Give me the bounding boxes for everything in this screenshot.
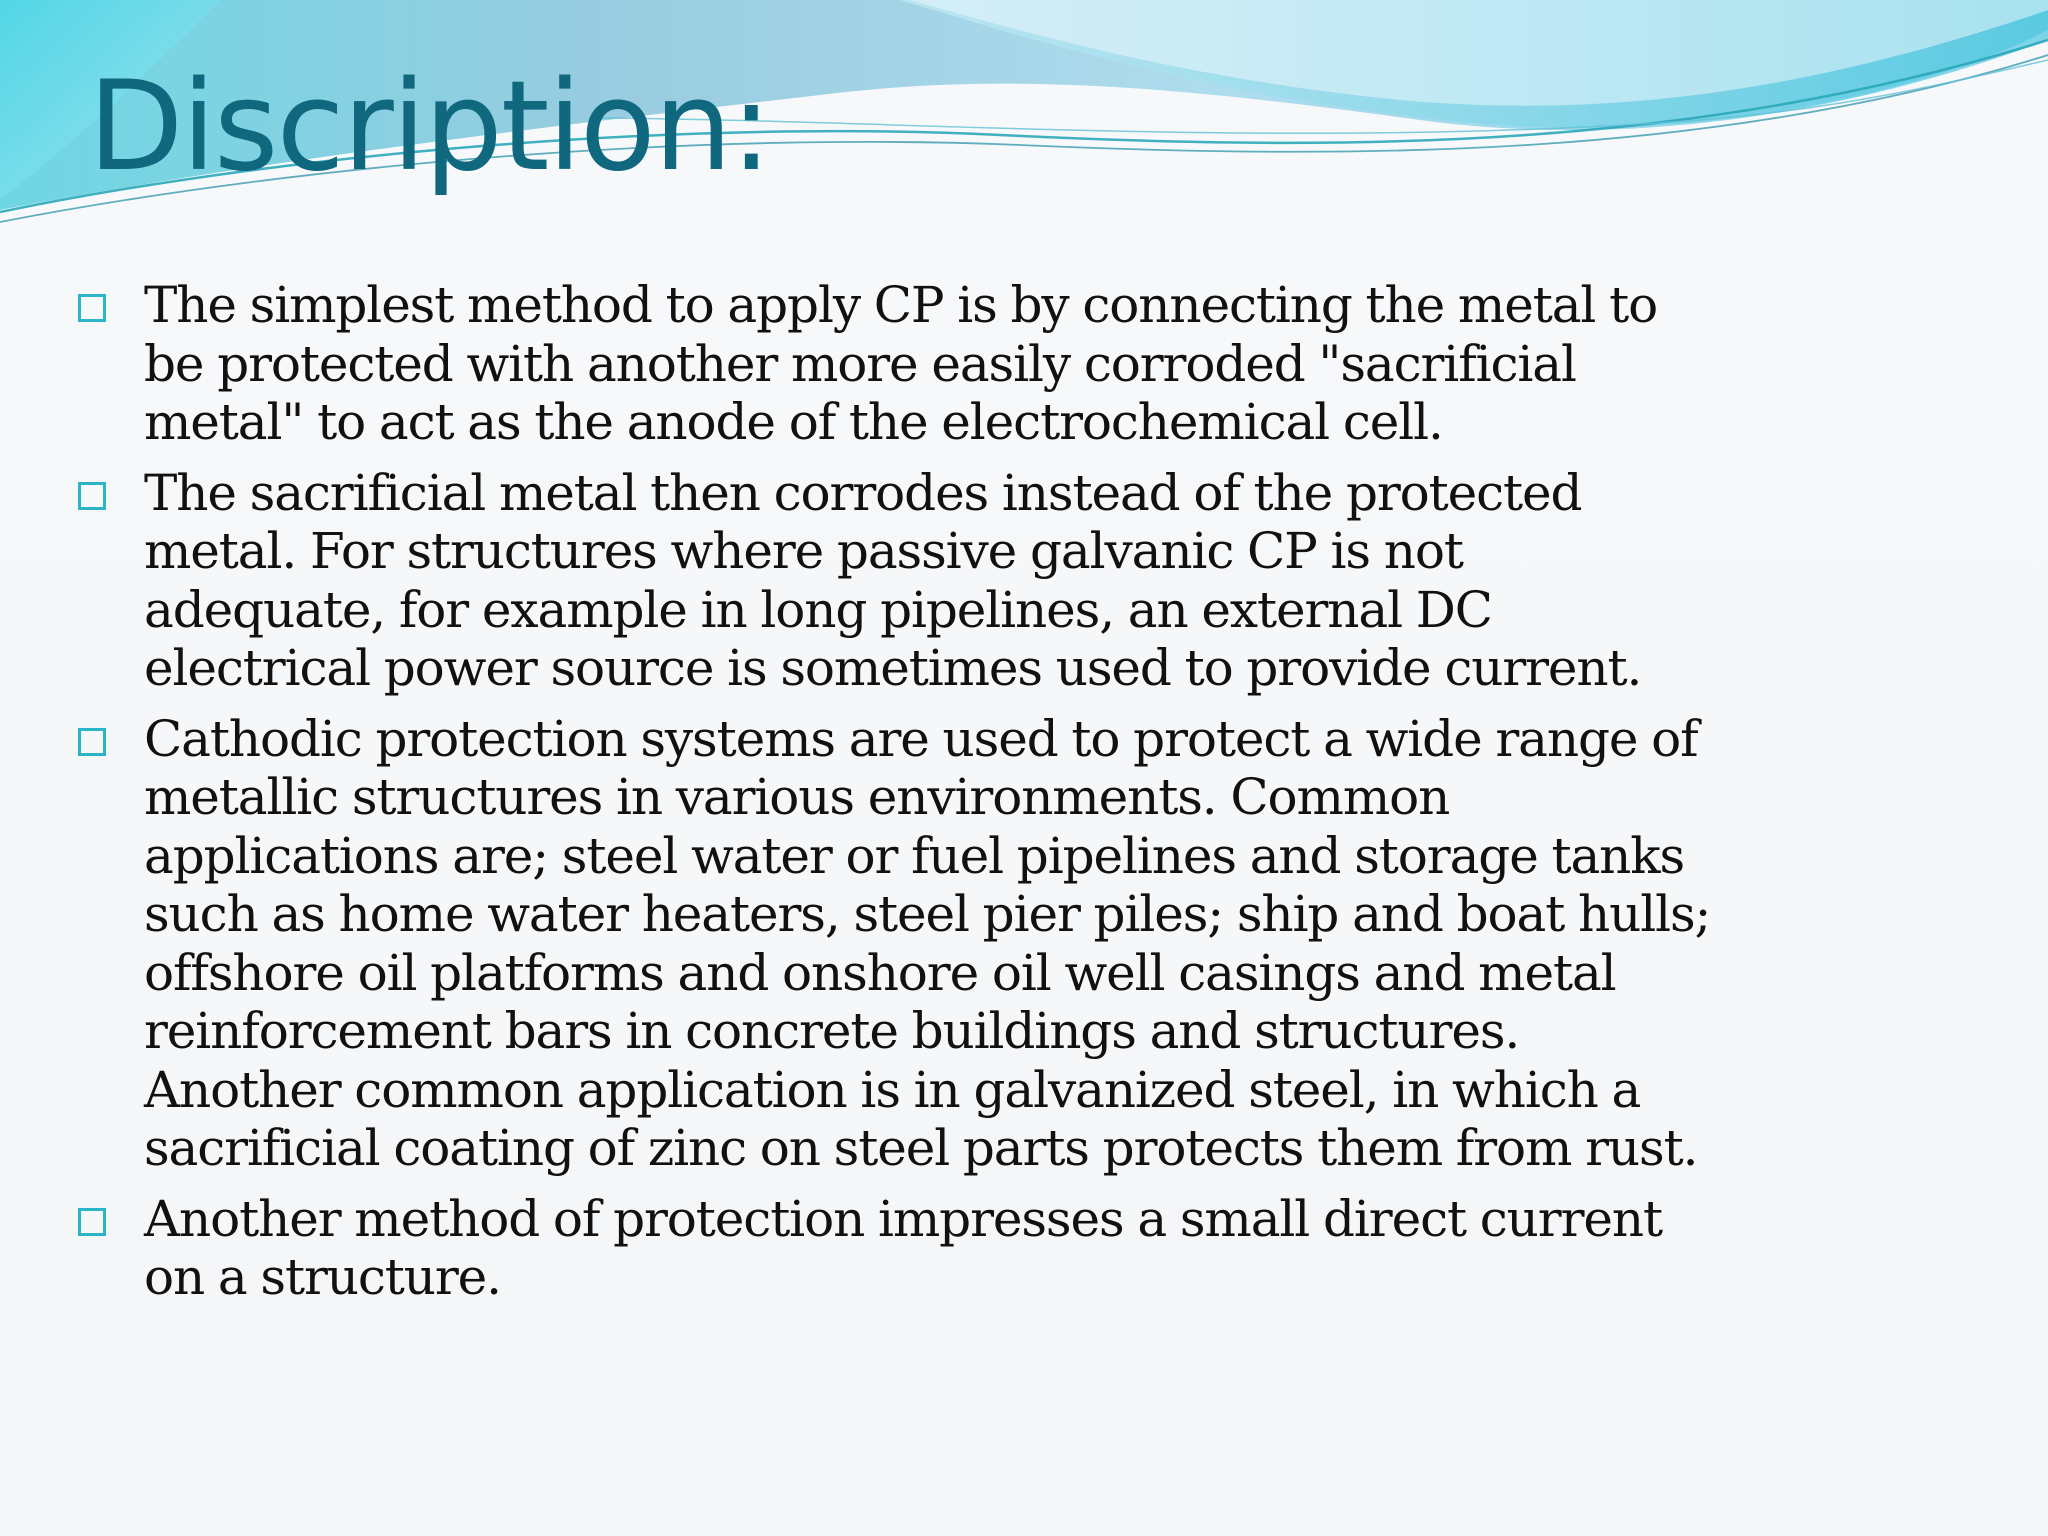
hollow-square-icon — [78, 728, 106, 756]
bullet-item — [76, 276, 1716, 452]
bullet-text: The simplest method to apply CP is by connecting the metal to be protected with another more easily corroded "sacrificial metal" to act as the anode of the electrochemical cell. — [144, 276, 1658, 451]
bullet-text: The sacrificial metal then corrodes instead of the protected metal. For structures where passive galvanic CP is not adequate, for example in long pipelines, an external DC electrical power source is sometimes used to provide current. — [144, 463, 1642, 697]
slide-title: Discription: — [88, 55, 771, 199]
bullet-text: Another method of protection impresses a small direct current on a structure. — [144, 1189, 1662, 1306]
hollow-square-icon — [78, 1208, 106, 1236]
bullet-item — [76, 1190, 1716, 1307]
bullet-list — [76, 276, 1716, 1319]
hollow-square-icon — [78, 294, 106, 322]
bullet-text: Cathodic protection systems are used to protect a wide range of metallic structures in various environments. Common applications are; steel water or fuel pipelines and storage tanks such as home water heaters, steel pier piles; ship and boat hulls; offshore oil platforms and onshore oil well casings and metal reinforcement bars in concrete buildings and structures. Another common application is in galvanized steel, in which a sacrificial coating of zinc on steel parts protects them from rust. — [144, 709, 1711, 1177]
bullet-item — [76, 464, 1716, 698]
hollow-square-icon — [78, 482, 106, 510]
bullet-item — [76, 710, 1716, 1178]
